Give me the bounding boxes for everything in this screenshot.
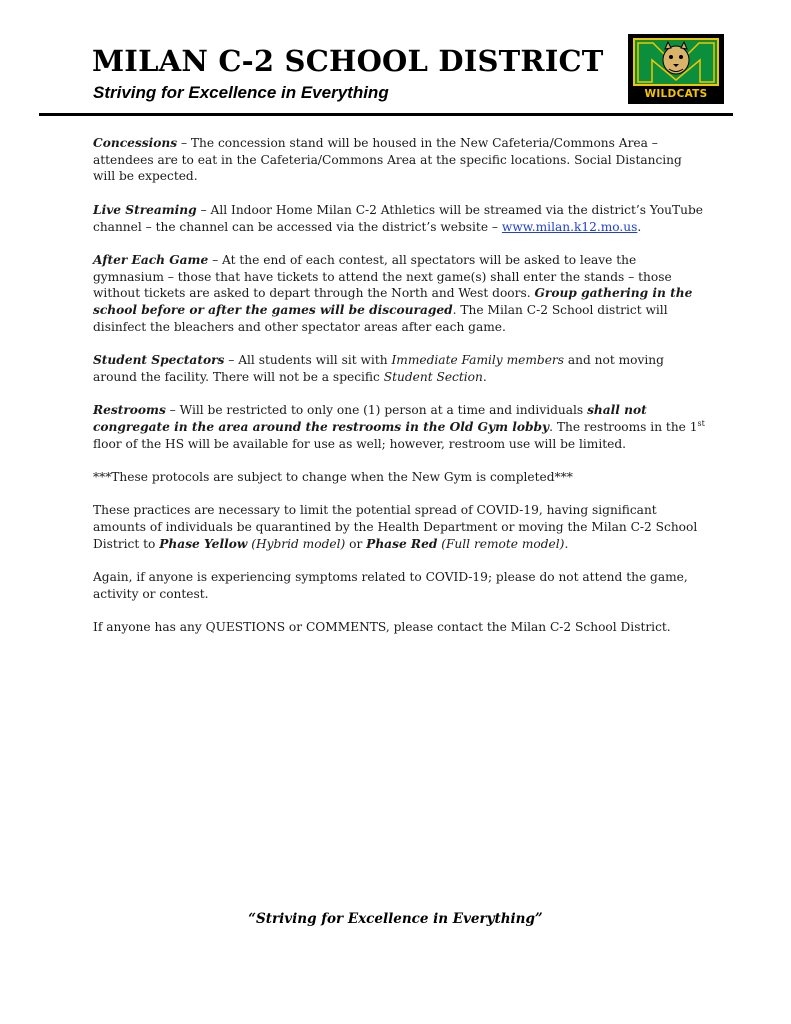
wildcat-m-emblem-icon [633, 38, 719, 86]
header-divider [39, 113, 733, 116]
concessions-paragraph [93, 135, 705, 185]
student-spectators-end: . [482, 369, 487, 384]
contact-paragraph: If anyone has any QUESTIONS or COMMENTS, please contact the Milan C-2 School District. [93, 620, 671, 635]
after-each-game-heading: After Each Game [93, 252, 209, 267]
ordinal-suffix: st [697, 418, 705, 428]
district-tagline: Striving for Excellence in Everything [93, 83, 389, 102]
student-spectators-heading: Student Spectators [93, 353, 225, 368]
restrooms-text: – Will be restricted to only one (1) person at a time and individuals [165, 403, 588, 418]
after-each-game-end: . The Milan C-2 School district will disinfect the bleachers and other spectator areas after each game. [93, 303, 668, 334]
restrooms-end: floor of the HS will be available for use as well; however, restroom use will be limited. [93, 436, 627, 451]
after-each-game-paragraph [93, 252, 705, 336]
restrooms-emphasis: shall not congregate in the area around the restrooms in the Old Gym lobby [93, 403, 647, 434]
full-remote-label: (Full remote model) [437, 536, 565, 551]
student-spectators-text-2: and not moving around the facility. There will not be a specific [93, 353, 664, 384]
district-website-link[interactable]: www.milan.k12.mo.us [501, 219, 638, 234]
practices-text: These practices are necessary to limit the potential spread of COVID-19, having significant amounts of individuals be quarantined by the Health Department or moving the Milan C-2 School District to [93, 503, 698, 551]
immediate-family-emphasis: Immediate Family members [391, 353, 564, 368]
live-streaming-heading: Live Streaming [93, 202, 197, 217]
phase-red-label: Phase Red [366, 536, 438, 551]
hybrid-model-label: (Hybrid model) [247, 536, 346, 551]
concessions-heading: Concessions [93, 136, 178, 150]
restrooms-heading: Restrooms [93, 403, 166, 418]
district-title: MILAN C-2 SCHOOL DISTRICT [92, 44, 604, 78]
wildcats-logo [628, 34, 724, 104]
live-streaming-paragraph [93, 202, 705, 235]
concessions-text: – The concession stand will be housed in the New Cafeteria/Commons Area – attendees are to eat in the Cafeteria/Commons Area at the specific locations. Social Distancing will be expected. [93, 136, 682, 184]
restrooms-paragraph [93, 402, 705, 452]
phase-yellow-label: Phase Yellow [159, 536, 248, 551]
footer-quote: “Striving for Excellence in Everything” [248, 911, 543, 927]
live-streaming-text: – All Indoor Home Milan C-2 Athletics will be streamed via the district’s YouTube channel – the channel can be accessed via the district’s website – [93, 202, 704, 234]
student-spectators-paragraph [93, 352, 705, 385]
live-streaming-end: . [637, 219, 642, 234]
after-each-game-text: – At the end of each contest, all spectators will be asked to leave the gymnasium – those that have tickets to attend the next game(s) shall enter the stands – those without tickets are asked to depart through the North and West doors. [93, 252, 672, 301]
document-body [93, 135, 705, 653]
student-spectators-text: – All students will sit with [224, 353, 392, 368]
student-section-emphasis: Student Section [383, 369, 483, 384]
practices-paragraph [93, 502, 705, 552]
group-gathering-emphasis: Group gathering in the school before or after the games will be discouraged [93, 286, 693, 317]
protocols-note: ***These protocols are subject to change when the New Gym is completed*** [93, 469, 573, 484]
symptoms-paragraph: Again, if anyone is experiencing symptoms related to COVID-19; please do not attend the game, activity or contest. [93, 570, 688, 601]
practices-end: . [564, 536, 569, 551]
practices-or: or [345, 536, 367, 551]
logo-wordmark: WILDCATS [644, 88, 708, 100]
restrooms-text-2: . The restrooms in the 1 [549, 419, 698, 434]
